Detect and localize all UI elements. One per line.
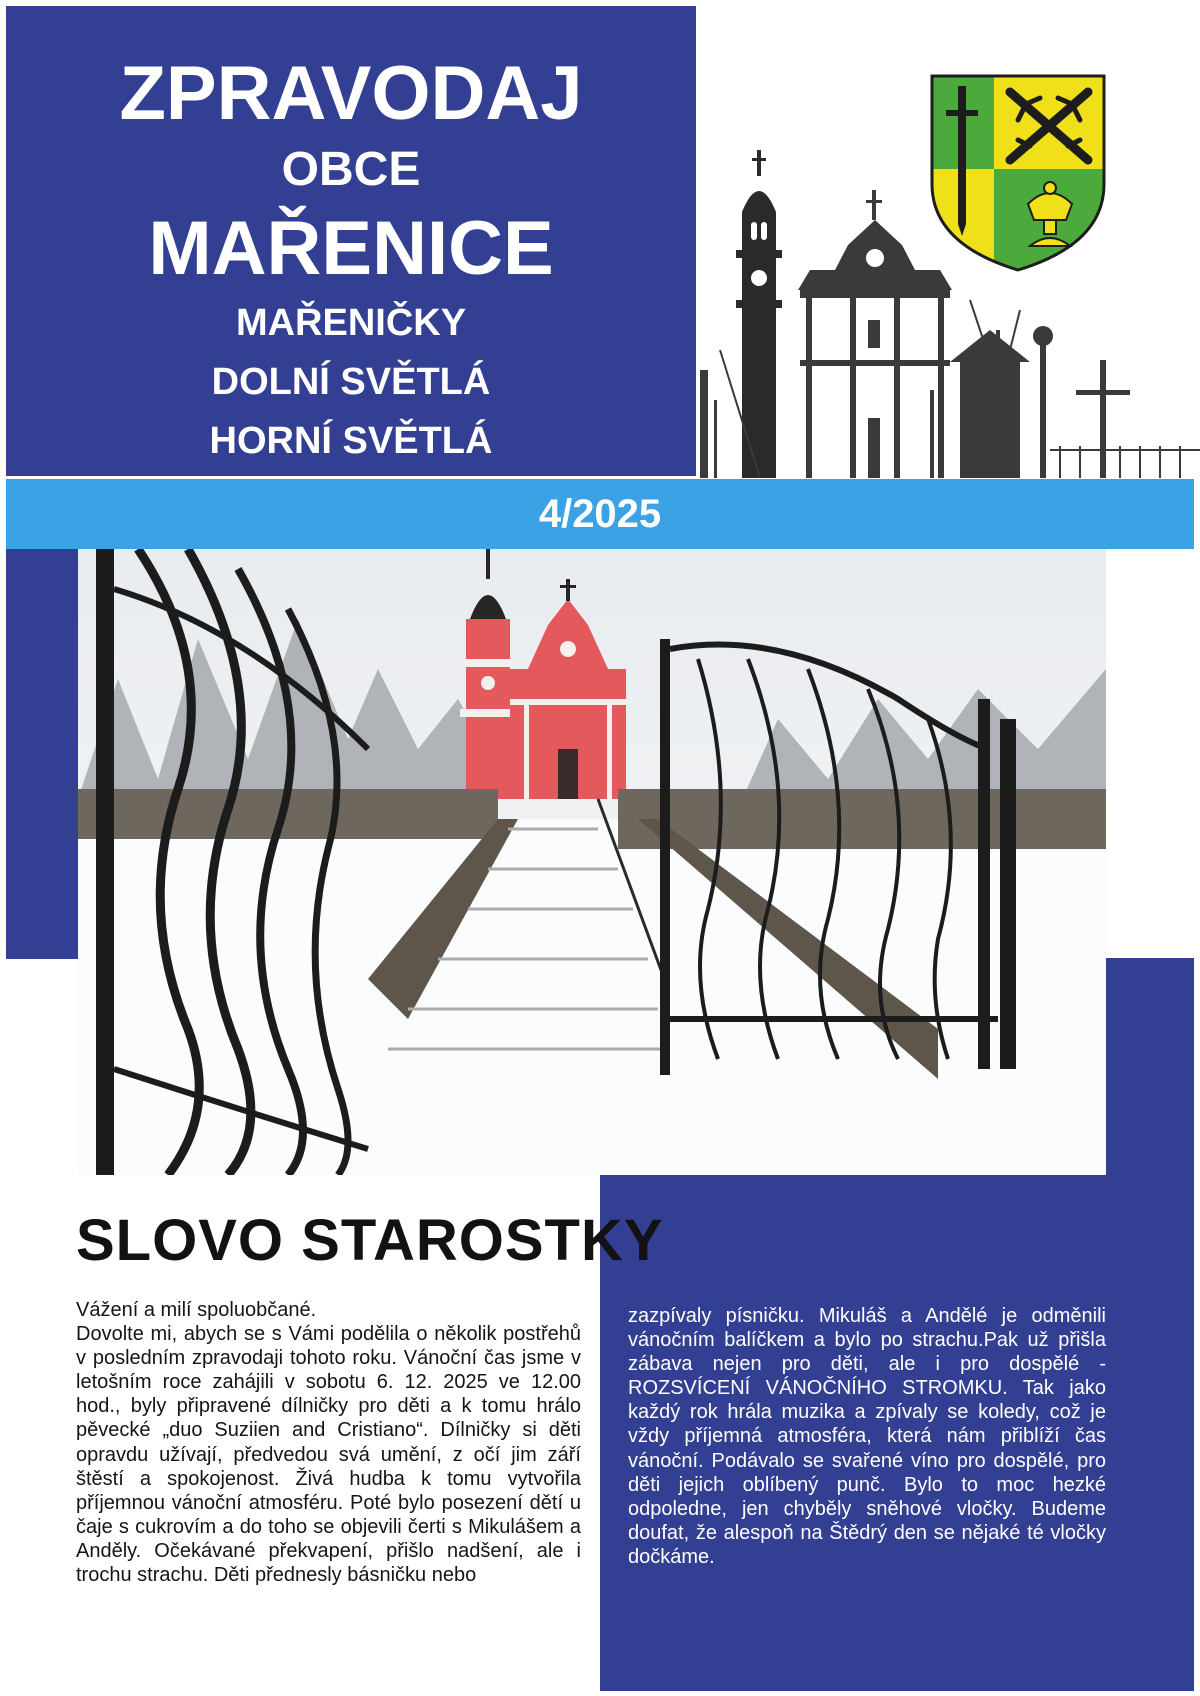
issue-number: 4/2025	[538, 492, 662, 536]
article-paragraph: zazpívaly písničku. Mikuláš a Andělé je odměnili vánočním balíčkem a bylo po strachu.Pak už přišla zábava nejen pro děti, ale i pro dospělé - ROZSVÍCENÍ VÁNOČNÍHO STROMKU. Tak jako každý rok hrála muzika a zpívaly se koledy, což je vždy příjemná atmosféra, která nám přiblíží čas vánoční. Podávalo se svařené víno pro dospělé, pro děti jejich oblíbený punč. Bylo to moc hezké odpoledne, jen chyběly sněhové vločky. Budeme doufat, že alespoň na Štědrý den se nějaké té vločky dočkáme.	[628, 1305, 1106, 1568]
article-column-left	[76, 1298, 581, 1587]
article-paragraph: Vážení a milí spoluobčané.	[76, 1299, 317, 1321]
subtitle-marenicky: MAŘENIČKY	[235, 302, 467, 344]
title-marenice: MAŘENICE	[148, 206, 554, 291]
header-panel	[6, 6, 696, 476]
left-blue-block	[6, 549, 78, 959]
article-paragraph: Dovolte mi, abych se s Vámi podělila o několik postřehů v posledním zpravodaji tohoto roku. Vánoční čas jsme v letošním roce zahájili v sobotu 6. 12. 2025 ve 12.00 hod., byly připravené dílničky pro děti a k tomu hrálo pěvecké „duo Suziien and Cristiano“. Dílničky si děti opravdu užívají, předvedou svá umění, z očí jim září štěstí a spokojenost. Živá hudba k tomu vytvořila příjemnou vánoční atmosféru. Poté bylo posezení dětí u čaje s cukrovím a do toho se objevili čerti s Mikulášem a Anděly. Očekávané překvapení, přišlo nadšení, ale i trochu strachu. Děti přednesly básničku nebo	[76, 1323, 581, 1587]
coat-of-arms	[930, 74, 1106, 272]
article-column-right	[628, 1304, 1106, 1569]
subtitle-dolni-svetla: DOLNÍ SVĚTLÁ	[211, 361, 491, 403]
title-zpravodaj: ZPRAVODAJ	[119, 51, 583, 136]
issue-band	[6, 479, 1194, 549]
subtitle-horni-svetla: HORNÍ SVĚTLÁ	[209, 420, 493, 462]
cover-photo	[78, 549, 1106, 1175]
title-obce: OBCE	[281, 143, 421, 196]
section-title: SLOVO STAROSTKY	[76, 1208, 664, 1273]
